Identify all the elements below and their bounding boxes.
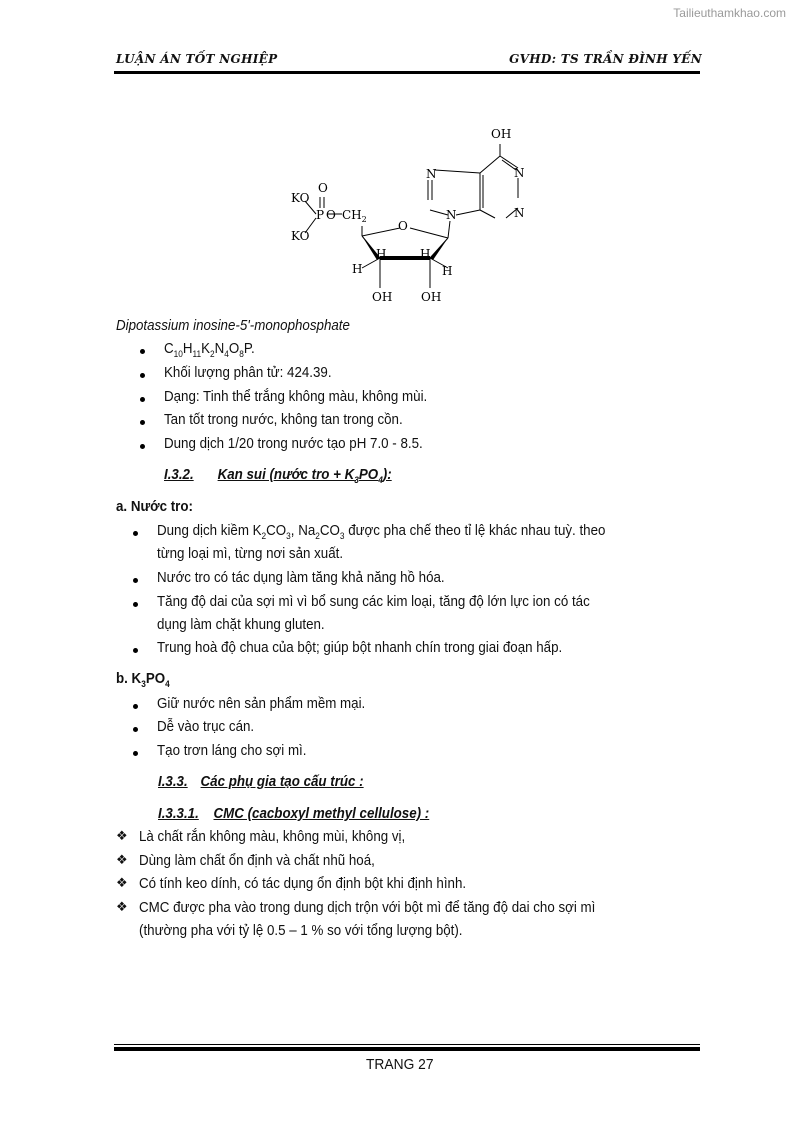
label-ko2: KO bbox=[291, 229, 310, 243]
cmc-item: CMC được pha vào trong dung dịch trộn với bột mì để tăng độ dai cho sợi mì bbox=[139, 900, 596, 916]
header-supervisor: GVHD: TS TRẦN ĐÌNH YẾN bbox=[509, 52, 702, 66]
label-o-ring: O bbox=[398, 219, 408, 233]
list-item: Trung hoà độ chua của bột; giúp bột nhanh chín trong giai đoạn hấp. bbox=[157, 640, 563, 656]
page-number: TRANG 27 bbox=[366, 1056, 434, 1073]
bullet bbox=[140, 444, 145, 449]
label-oh-right: OH bbox=[421, 290, 442, 304]
cmc-item: Có tính keo dính, có tác dụng ổn định bột khi định hình. bbox=[139, 876, 467, 892]
bullet bbox=[140, 420, 145, 425]
property-item: Dung dịch 1/20 trong nước tạo pH 7.0 - 8.5. bbox=[164, 436, 423, 452]
label-h2: H bbox=[420, 247, 431, 261]
label-oh-left: OH bbox=[372, 290, 393, 304]
cmc-item: Là chất rắn không màu, không mùi, không vị, bbox=[139, 829, 406, 845]
bullet bbox=[140, 373, 145, 378]
section-heading-132: I.3.2. Kan sui (nước tro + $K_3PO_4$): bbox=[164, 467, 392, 485]
bullet bbox=[133, 578, 138, 583]
footer-rule-thick bbox=[114, 1047, 700, 1051]
label-o-double: O bbox=[318, 181, 328, 195]
bullet bbox=[133, 704, 138, 709]
label-n3: N bbox=[426, 167, 437, 181]
list-item-continuation: dụng làm chặt khung gluten. bbox=[157, 617, 325, 633]
diamond-bullet-icon: ❖ bbox=[116, 900, 128, 915]
list-item-continuation: từng loại mì, từng nơi sản xuất. bbox=[157, 546, 344, 562]
footer-rule-thin bbox=[114, 1044, 700, 1045]
watermark: Tailieuthamkhao.com bbox=[673, 6, 786, 20]
bullet bbox=[140, 349, 145, 354]
label-ch2: $CH_2$ bbox=[342, 208, 367, 224]
list-item: Dung dịch kiềm $K_2CO_3$, $Na_2CO_3$ được pha chế theo tỉ lệ khác nhau tuỳ. theo bbox=[157, 523, 606, 541]
diamond-bullet-icon: ❖ bbox=[116, 876, 128, 891]
label-h1: H bbox=[376, 247, 387, 261]
section-heading-1331: I.3.3.1. CMC (cacboxyl methyl cellulose) : bbox=[158, 806, 430, 822]
label-ko1: KO bbox=[291, 191, 310, 205]
cmc-item: Dùng làm chất ổn định và chất nhũ hoá, bbox=[139, 853, 375, 869]
section-heading-133: I.3.3. Các phụ gia tạo cấu trúc : bbox=[158, 774, 364, 790]
bullet bbox=[133, 751, 138, 756]
bullet bbox=[133, 727, 138, 732]
bullet bbox=[133, 602, 138, 607]
bullet bbox=[140, 397, 145, 402]
property-item: Khối lượng phân tử: 424.39. bbox=[164, 365, 332, 381]
list-item: Tạo trơn láng cho sợi mì. bbox=[157, 743, 307, 759]
structure-caption: Dipotassium inosine-5'-monophosphate bbox=[116, 318, 350, 334]
label-h3: H bbox=[352, 262, 363, 276]
property-item: Dạng: Tinh thể trắng không màu, không mùi. bbox=[164, 389, 428, 405]
header-thesis-title: LUẬN ÁN TỐT NGHIỆP bbox=[116, 52, 278, 66]
label-n4: N bbox=[446, 208, 457, 222]
bullet bbox=[133, 648, 138, 653]
diamond-bullet-icon: ❖ bbox=[116, 853, 128, 868]
header-rule bbox=[114, 71, 700, 74]
label-n2: N bbox=[514, 206, 525, 220]
list-item: Tăng độ dai của sợi mì vì bổ sung các kim loại, tăng độ lớn lực ion có tác bbox=[157, 594, 590, 610]
diamond-bullet-icon: ❖ bbox=[116, 829, 128, 844]
bullet bbox=[133, 531, 138, 536]
list-item: Giữ nước nên sản phẩm mềm mại. bbox=[157, 696, 366, 712]
chemical-structure bbox=[280, 118, 540, 313]
subsection-a-label: a. Nước tro: bbox=[116, 499, 193, 515]
label-oh-top: OH bbox=[491, 127, 512, 141]
label-n1: N bbox=[514, 166, 525, 180]
list-item: Dễ vào trục cán. bbox=[157, 719, 255, 735]
cmc-item-continuation: (thường pha với tỷ lệ 0.5 – 1 % so với tổng lượng bột). bbox=[139, 923, 463, 939]
list-item: Nước tro có tác dụng làm tăng khả năng hồ hóa. bbox=[157, 570, 445, 586]
molecular-formula: $C_{10}H_{11}K_2N_4O_8P$. bbox=[164, 341, 255, 359]
label-p: P bbox=[316, 208, 325, 222]
subsection-b-label: b. $K_3PO_4$ bbox=[116, 671, 170, 689]
property-item: Tan tốt trong nước, không tan trong cồn. bbox=[164, 412, 403, 428]
label-h4: H bbox=[442, 264, 453, 278]
label-o-link: O bbox=[326, 208, 336, 222]
